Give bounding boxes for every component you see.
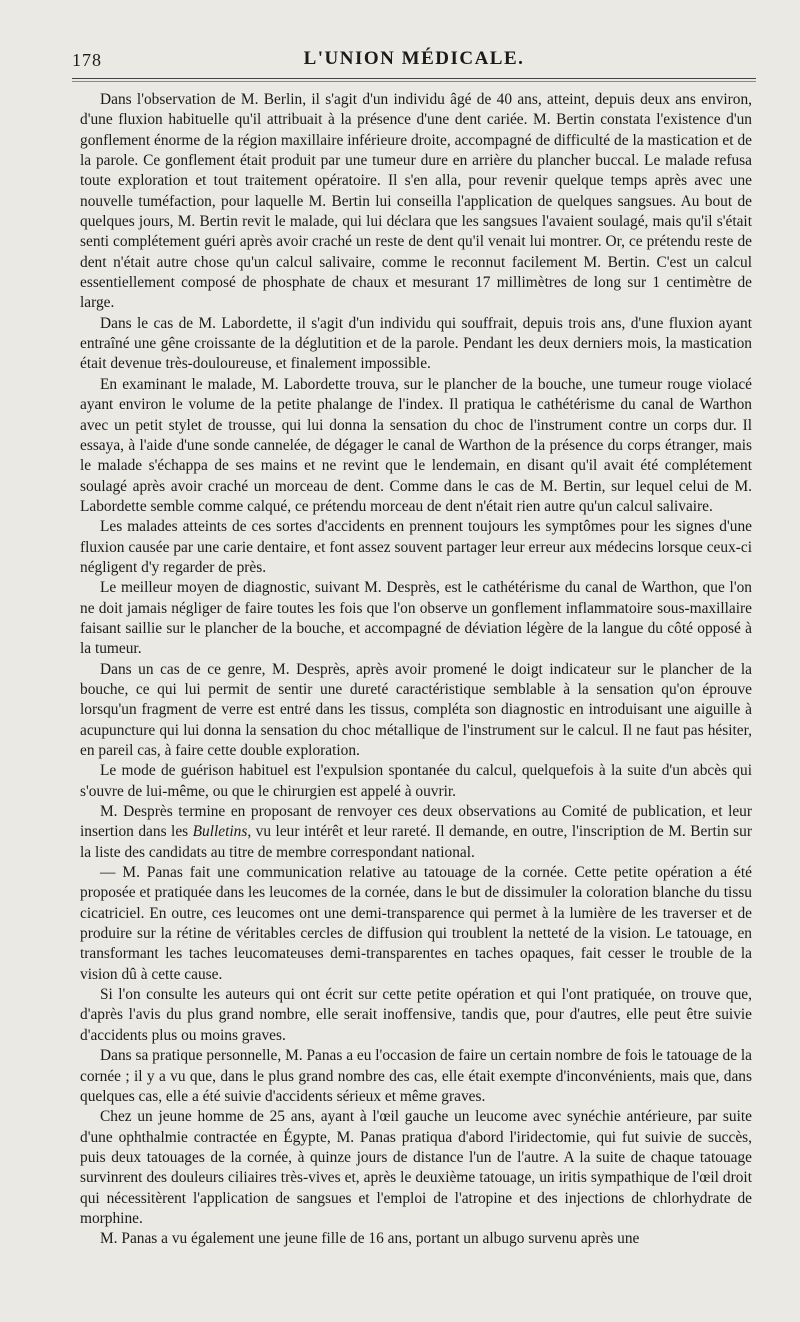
paragraph: — M. Panas fait une communication relative au tatouage de la cornée. Cette petite opération a été proposée et pratiquée dans les leucomes de la cornée, dans le but de dissimuler la coloration blanche du tissu cicatriciel. En outre, ces leucomes ont une demi-transparence qui permet à la lumière de les traverser et de produire sur la rétine de véritables cercles de diffusion qui troublent la netteté de la vision. Le tatouage, en transformant les taches leucomateuses demi-transparentes en taches opaques, fait cesser le trouble de la vision dû à cette cause. [80,864,752,983]
paragraph: M. Desprès termine en proposant de renvoyer ces deux observations au Comité de publication, et leur insertion dans les Bulletins, vu leur intérêt et leur rareté. Il demande, en outre, l'inscription de M. Bertin sur la liste des candidats au titre de membre correspondant national. [80,803,752,861]
paragraph: Le meilleur moyen de diagnostic, suivant M. Desprès, est le cathétérisme du canal de Warthon, que l'on ne doit jamais négliger de faire toutes les fois que l'on observe un gonflement inflammatoire sous-maxillaire faisant saillie sur le plancher de la bouche, et accompagné de déviation légère de la langue du côté opposé à la tumeur. [80,579,752,658]
paragraph: Dans un cas de ce genre, M. Desprès, après avoir promené le doigt indicateur sur le plancher de la bouche, ce qui lui permit de sentir une dureté caractéristique semblable à la sensation qu'on éprouve lorsqu'un fragment de verre est entré dans les tissus, compléta son diagnostic en introduisant une aiguille à acupuncture qui lui donna la sensation du choc métallique de l'instrument sur le calcul. Il ne faut pas hésiter, en pareil cas, à faire cette double exploration. [80,660,752,759]
paragraph: En examinant le malade, M. Labordette trouva, sur le plancher de la bouche, une tumeur rouge violacé ayant environ le volume de la petite phalange de l'index. Il pratiqua le cathétérisme du canal de Warthon avec un petit stylet de trousse, qui lui donna la sensation du choc de l'instrument contre un corps dur. Il essaya, à l'aide d'une sonde cannelée, de dégager le canal de Warthon de la présence du corps étranger, mais le malade s'échappa de ses mains et ne revint que le lendemain, en disant qu'il avait été complétement soulagé après avoir craché un morceau de dent. Comme dans le cas de M. Bertin, sur lequel celui de M. Labordette semble comme calqué, ce prétendu morceau de dent n'était rien autre qu'un calcul salivaire. [80,375,752,515]
paragraph: Le mode de guérison habituel est l'expulsion spontanée du calcul, quelquefois à la suite d'un abcès qui s'ouvre de lui-même, ou que le chirurgien est appelé à ouvrir. [80,762,752,800]
paragraph: Dans le cas de M. Labordette, il s'agit d'un individu qui souffrait, depuis trois ans, d'une fluxion ayant entraîné une gêne croissante de la déglutition et de la parole. Pendant les deux derniers mois, la mastication était devenue très-douloureuse, et finalement impossible. [80,314,752,373]
header-rule [72,78,756,82]
paragraph: M. Panas a vu également une jeune fille de 16 ans, portant un albugo survenu après une [100,1230,640,1248]
paragraph: Les malades atteints de ces sortes d'accidents en prennent toujours les symptômes pour les signes d'une fluxion causée par une carie dentaire, et font assez souvent partager leur erreur aux médecins lorsque ceux-ci négligent d'y regarder de près. [80,518,752,576]
page-number: 178 [72,50,102,70]
page-header [72,46,756,76]
italic-term: Bulletins [192,823,248,841]
paragraph: Dans sa pratique personnelle, M. Panas a eu l'occasion de faire un certain nombre de fois le tatouage de la cornée ; il y a vu que, dans le plus grand nombre des cas, elle était exempte d'inconvénients, mais que, dans quelques cas, elle a été suivie d'accidents sérieux et même graves. [80,1047,752,1105]
running-title: L'UNION MÉDICALE. [303,48,525,69]
paragraph: Chez un jeune homme de 25 ans, ayant à l'œil gauche un leucome avec synéchie antérieure, par suite d'une ophthalmie contractée en Égypte, M. Panas pratiqua d'abord l'iridectomie, qui fut suivie de succès, puis deux tatouages de la cornée, à quinze jours de distance l'un de l'autre. A la suite de chaque tatouage survinrent des douleurs ciliaires très-vives et, après le deuxième tatouage, un iritis sympathique de l'œil droit qui nécessitèrent l'application de sangsues et l'emploi de l'atropine et des injections de chlorhydrate de morphine. [80,1108,752,1227]
paragraph: Si l'on consulte les auteurs qui ont écrit sur cette petite opération et qui l'ont pratiquée, on trouve que, d'après l'avis du plus grand nombre, elle serait inoffensive, tandis que, pour d'autres, elle peut être suivie d'accidents plus ou moins graves. [80,986,752,1044]
article-body [80,90,752,1250]
paragraph: Dans l'observation de M. Berlin, il s'agit d'un individu âgé de 40 ans, atteint, depuis deux ans environ, d'une fluxion habituelle qu'il attribuait à la présence d'une dent cariée. M. Bertin constata l'existence d'un gonflement énorme de la région maxillaire inférieure droite, accompagné de difficulté de la mastication et de la parole. Ce gonflement était produit par une tumeur dure en arrière du plancher buccal. Le malade refusa toute exploration et tout traitement opératoire. Il s'en alla, pour revenir quelque temps après avec une nouvelle tuméfaction, pour laquelle M. Bertin lui conseilla l'application de quelques sangsues. Au bout de quelques jours, M. Bertin revit le malade, qui lui déclara que les sangsues l'avaient soulagé, mais qu'il s'était senti complétement guéri après avoir craché un reste de dent qu'il venait lui montrer. Or, ce prétendu reste de dent n'était autre chose qu'un calcul salivaire, comme le reconnut facilement M. Bertin. C'est un calcul essentiellement composé de phosphate de chaux et mesurant 17 millimètres de long sur 1 centimètre de large. [80,91,752,312]
